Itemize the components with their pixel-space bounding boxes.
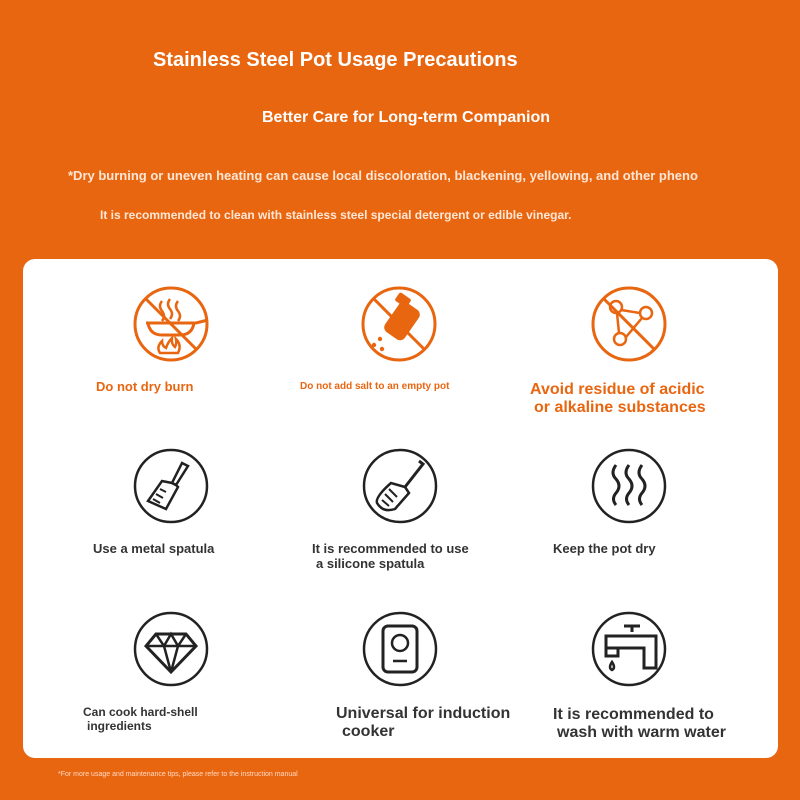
faucet-icon: [590, 610, 668, 688]
induction-cooker-icon: [361, 610, 439, 688]
item-label: [530, 381, 706, 418]
silicone-spatula-icon: [361, 447, 439, 525]
item-label-line2: wash with warm water: [557, 724, 726, 742]
item-label: Do not dry burn: [96, 379, 194, 394]
item-label: Use a metal spatula: [93, 541, 215, 556]
no-acid-alkali-icon: [590, 285, 668, 363]
steam-dry-icon: [590, 447, 668, 525]
item-label-line1: It is recommended to use: [312, 541, 469, 556]
item-label: Keep the pot dry: [553, 541, 656, 556]
discoloration-note: *Dry burning or uneven heating can cause local discoloration, blackening, yellowing, and other pheno: [68, 168, 698, 183]
item-label-line2: a silicone spatula: [316, 555, 425, 571]
item-label-line1: Can cook hard-shell: [83, 705, 198, 719]
item-label: Do not add salt to an empty pot: [300, 381, 450, 392]
item-label: [83, 706, 198, 734]
item-label-line1: Avoid residue of acidic: [530, 381, 705, 398]
page-subtitle: Better Care for Long-term Companion: [262, 109, 551, 126]
item-label-line2: ingredients: [87, 718, 152, 733]
diamond-icon: [132, 610, 210, 688]
item-label-line1: Universal for induction: [336, 705, 511, 722]
cleaning-note: It is recommended to clean with stainless steel special detergent or edible vinegar.: [100, 208, 572, 222]
item-label: [312, 542, 469, 572]
page-title: Stainless Steel Pot Usage Precautions: [153, 49, 518, 71]
item-label-line2: or alkaline substances: [534, 399, 706, 417]
footer-note: *For more usage and maintenance tips, please refer to the instruction manual: [58, 771, 298, 778]
item-label: [553, 706, 726, 743]
no-dry-burn-icon: [132, 285, 210, 363]
item-label: [336, 705, 510, 742]
metal-spatula-icon: [132, 447, 210, 525]
item-label-line2: cooker: [342, 723, 395, 741]
item-label-line1: It is recommended to: [553, 706, 714, 723]
no-salt-empty-pot-icon: [360, 285, 438, 363]
